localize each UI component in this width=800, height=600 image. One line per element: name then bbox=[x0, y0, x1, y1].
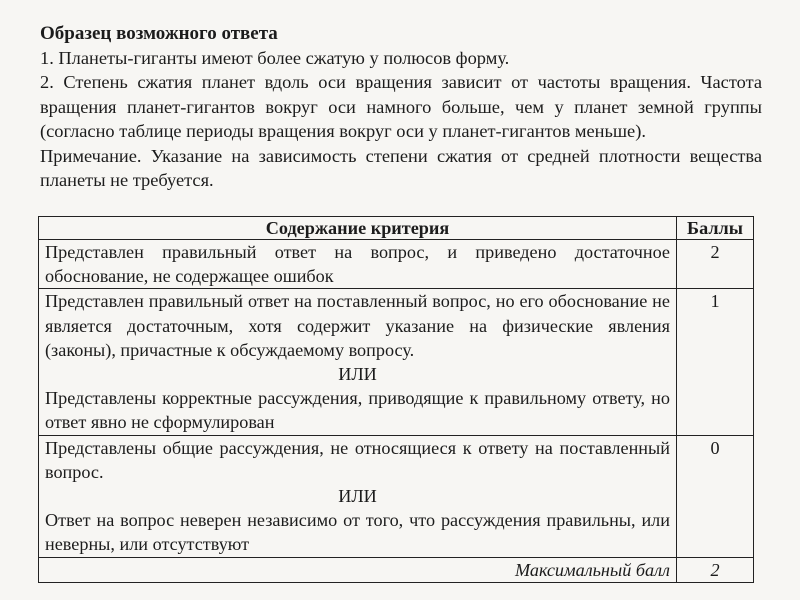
max-score-label: Максимальный балл bbox=[39, 557, 677, 582]
criteria-table bbox=[38, 216, 754, 583]
criterion-text: Представлен правильный ответ на вопрос, и приведено достаточное обоснование, не содержащее ошибок bbox=[45, 242, 670, 287]
table-row bbox=[39, 289, 754, 435]
criterion-cell bbox=[39, 289, 677, 435]
answer-heading: Образец возможного ответа bbox=[40, 23, 278, 44]
answer-sample bbox=[40, 22, 762, 192]
score-column-header: Баллы bbox=[677, 217, 754, 240]
criteria-column-header: Содержание критерия bbox=[39, 217, 677, 240]
answer-point-2: 2. Степень сжатия планет вдоль оси вращения зависит от частоты вращения. Частота вращения планет-гигантов вокруг оси намного больше, чем у планет земной группы (согласно таблице периоды вращения вокруг оси у планет-гигантов меньше). bbox=[40, 72, 762, 142]
max-score-row bbox=[39, 557, 754, 582]
answer-note: Примечание. Указание на зависимость степени сжатия от средней плотности вещества планеты не требуется. bbox=[40, 145, 762, 191]
table-header-row bbox=[39, 217, 754, 240]
score-cell: 1 bbox=[677, 289, 754, 435]
score-cell: 2 bbox=[677, 240, 754, 289]
or-separator: ИЛИ bbox=[338, 364, 377, 385]
table-row bbox=[39, 240, 754, 289]
criterion-text-alt: Ответ на вопрос неверен независимо от того, что рассуждения правильны, или неверны, или отсутствуют bbox=[45, 510, 670, 555]
or-separator: ИЛИ bbox=[338, 486, 377, 507]
score-cell: 0 bbox=[677, 435, 754, 557]
criterion-text: Представлены общие рассуждения, не относящиеся к ответу на поставленный вопрос. bbox=[45, 437, 670, 482]
criterion-cell bbox=[39, 240, 677, 289]
table-row bbox=[39, 435, 754, 557]
criterion-text-alt: Представлены корректные рассуждения, приводящие к правильному ответу, но ответ явно не сформулирован bbox=[45, 388, 670, 433]
criterion-cell bbox=[39, 435, 677, 557]
max-score-value: 2 bbox=[677, 557, 754, 582]
answer-point-1: 1. Планеты-гиганты имеют более сжатую у полюсов форму. bbox=[40, 48, 510, 68]
criterion-text: Представлен правильный ответ на поставленный вопрос, но его обоснование не является достаточным, хотя содержит указание на физические явления (законы), причастные к обсуждаемому вопросу. bbox=[45, 291, 670, 360]
